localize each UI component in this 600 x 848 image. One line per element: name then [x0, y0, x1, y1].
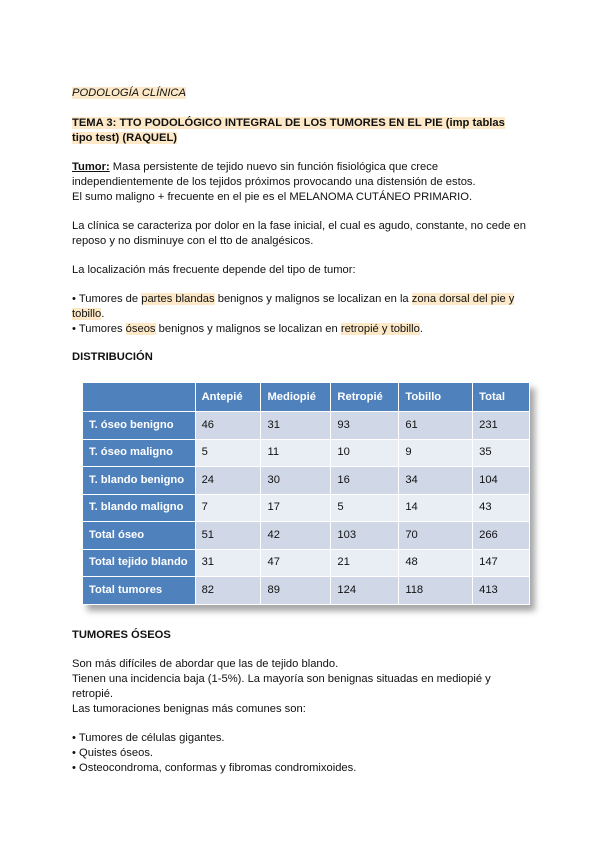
table-cell: 30 — [261, 467, 331, 495]
bone-tumors-heading: TUMORES ÓSEOS — [72, 629, 171, 641]
table-cell: 89 — [261, 577, 331, 605]
table-cell: 82 — [195, 577, 261, 605]
table-cell: 147 — [473, 549, 530, 577]
column-header: Mediopié — [261, 383, 331, 412]
subject-text: PODOLOGÍA CLÍNICA — [72, 87, 186, 99]
bullet-text: • Tumores — [72, 323, 126, 335]
table-cell: 10 — [331, 439, 399, 467]
row-header: Total tumores — [83, 577, 196, 605]
table-cell: 231 — [473, 412, 530, 440]
definition-term: Tumor: — [72, 161, 110, 173]
column-header: Tobillo — [399, 383, 473, 412]
table-cell: 266 — [473, 522, 530, 550]
table-row — [83, 549, 530, 577]
bullet-text: . — [419, 323, 423, 335]
table-cell: 48 — [399, 549, 473, 577]
bullet-text: benignos y malignos se localizan en — [155, 323, 341, 335]
localization-list — [72, 292, 534, 337]
column-header: Antepié — [195, 383, 261, 412]
table-cell: 21 — [331, 549, 399, 577]
table-cell: 16 — [331, 467, 399, 495]
row-header: T. óseo maligno — [83, 439, 196, 467]
table-cell: 9 — [399, 439, 473, 467]
highlight-text: zona dorsal del pie y tobillo — [72, 293, 515, 320]
highlight-text: retropié y tobillo — [340, 323, 420, 335]
distribution-table-wrapper — [82, 382, 530, 605]
table-cell: 31 — [195, 549, 261, 577]
table-row — [83, 494, 530, 522]
table-cell: 42 — [261, 522, 331, 550]
subject-heading — [72, 86, 186, 101]
table-header-row — [83, 383, 530, 412]
table-cell: 34 — [399, 467, 473, 495]
table-cell: 118 — [399, 577, 473, 605]
column-header: Retropié — [331, 383, 399, 412]
table-cell: 14 — [399, 494, 473, 522]
table-cell: 124 — [331, 577, 399, 605]
list-item: • Tumores de células gigantes. — [72, 732, 225, 744]
benign-bone-tumors-list — [72, 731, 534, 776]
table-cell: 35 — [473, 439, 530, 467]
localization-intro: La localización más frecuente depende del tipo de tumor: — [72, 264, 356, 276]
table-cell: 413 — [473, 577, 530, 605]
table-cell: 46 — [195, 412, 261, 440]
bone-line: Tienen una incidencia baja (1-5%). La mayoría son benignas situadas en mediopié y retropié. — [72, 673, 491, 700]
row-header: T. óseo benigno — [83, 412, 196, 440]
table-cell: 7 — [195, 494, 261, 522]
localization-item-soft — [72, 292, 534, 322]
table-cell: 61 — [399, 412, 473, 440]
topic-title — [72, 116, 522, 146]
bone-line: Son más difíciles de abordar que las de tejido blando. — [72, 658, 339, 670]
column-header: Total — [473, 383, 530, 412]
bullet-text: • Tumores de — [72, 293, 142, 305]
table-cell: 24 — [195, 467, 261, 495]
table-row — [83, 467, 530, 495]
table-row — [83, 412, 530, 440]
list-item: • Osteocondroma, conformas y fibromas condromixoides. — [72, 762, 357, 774]
table-cell: 104 — [473, 467, 530, 495]
table-row — [83, 522, 530, 550]
bone-tumors-paragraph — [72, 657, 534, 717]
row-header: T. blando benigno — [83, 467, 196, 495]
clinic-paragraph: La clínica se caracteriza por dolor en la fase inicial, el cual es agudo, constante, no cede en reposo y no disminuye con el tto de analgésicos. — [72, 220, 526, 247]
table-cell: 31 — [261, 412, 331, 440]
row-header: Total tejido blando — [83, 549, 196, 577]
bullet-text: . — [101, 308, 105, 320]
definition-text: Masa persistente de tejido nuevo sin función fisiológica que crece independientemente de los tejidos próximos provocando una distensión de estos. — [72, 161, 476, 188]
table-cell: 51 — [195, 522, 261, 550]
bullet-text: benignos y malignos se localizan en la — [214, 293, 412, 305]
localization-item-bone — [72, 322, 534, 337]
list-item: • Quistes óseos. — [72, 747, 154, 759]
highlight-text: óseos — [125, 323, 156, 335]
row-header: Total óseo — [83, 522, 196, 550]
table-row — [83, 577, 530, 605]
table-cell: 93 — [331, 412, 399, 440]
table-cell: 17 — [261, 494, 331, 522]
table-cell: 47 — [261, 549, 331, 577]
bone-line: Las tumoraciones benignas más comunes son: — [72, 703, 306, 715]
table-row — [83, 439, 530, 467]
highlight-text: partes blandas — [141, 293, 215, 305]
table-cell: 5 — [331, 494, 399, 522]
distribution-heading: DISTRIBUCIÓN — [72, 351, 153, 363]
distribution-table — [82, 382, 530, 605]
topic-title-text: TEMA 3: TTO PODOLÓGICO INTEGRAL DE LOS TUMORES EN EL PIE (imp tablas tipo test) (RAQUEL) — [72, 117, 505, 144]
table-cell: 70 — [399, 522, 473, 550]
table-cell: 11 — [261, 439, 331, 467]
column-header — [83, 383, 196, 412]
tumor-definition — [72, 160, 534, 205]
table-cell: 103 — [331, 522, 399, 550]
table-cell: 43 — [473, 494, 530, 522]
definition-line2: El sumo maligno + frecuente en el pie es el MELANOMA CUTÁNEO PRIMARIO. — [72, 191, 473, 203]
row-header: T. blando maligno — [83, 494, 196, 522]
table-cell: 5 — [195, 439, 261, 467]
